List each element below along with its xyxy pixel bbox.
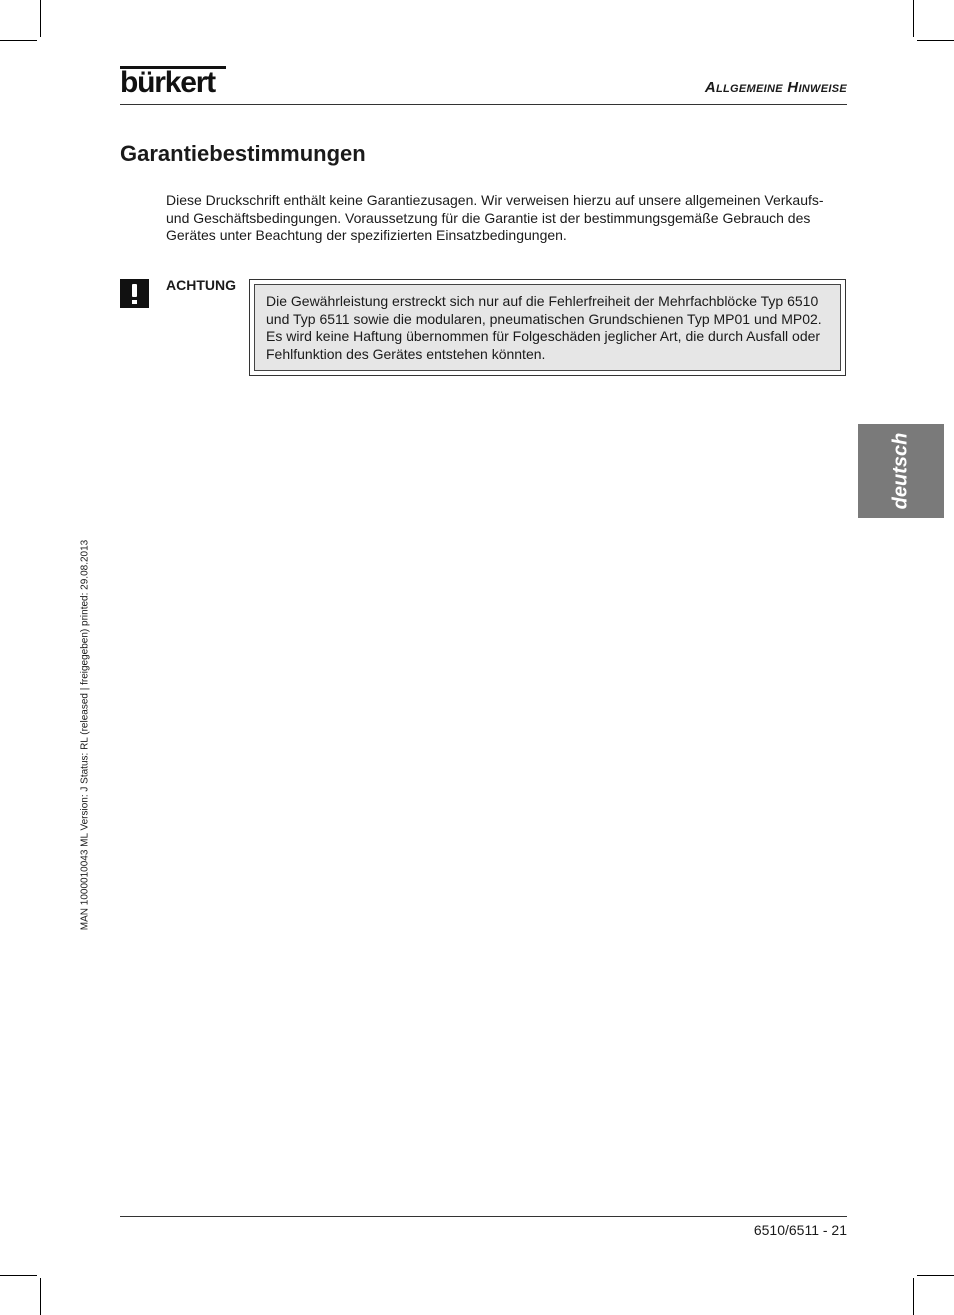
- language-tab-label: deutsch: [889, 432, 912, 510]
- brand-logo: [120, 66, 226, 99]
- page-number: 6510/6511 - 21: [753, 1222, 847, 1238]
- crop-mark: [0, 40, 37, 41]
- warning-box: [249, 279, 846, 376]
- crop-mark: [917, 40, 954, 41]
- crop-mark: [40, 0, 41, 37]
- language-tab: [858, 424, 944, 518]
- crop-mark: [40, 1278, 41, 1315]
- crop-mark: [913, 0, 914, 37]
- warning-label: ACHTUNG: [166, 277, 236, 293]
- logo-text: bürkert: [120, 66, 215, 99]
- section-title: Allgemeine Hinweise: [704, 79, 847, 96]
- header-divider: [120, 104, 847, 105]
- document-meta: MAN 1000010043 ML Version: J Status: RL (released | freigegeben) printed: 29.08.2013: [79, 539, 91, 931]
- crop-mark: [913, 1278, 914, 1315]
- warning-box-inner: [254, 284, 841, 371]
- exclamation-icon: [120, 279, 149, 308]
- page-title: Garantiebestimmungen: [120, 141, 366, 166]
- crop-mark: [0, 1275, 37, 1276]
- footer-divider: [120, 1216, 847, 1217]
- warning-text: Die Gewährleistung erstreckt sich nur auf die Fehlerfreiheit der Mehrfachblöcke Typ 6510 und Typ 6511 sowie die modularen, pneumatischen Grundschienen Typ MP01 und MP02. Es wird keine Haftung übernommen für Folgeschäden jeglicher Art, die durch Ausfall oder Fehlfunktion des Gerätes entstehen könnten.: [266, 293, 822, 362]
- crop-mark: [917, 1275, 954, 1276]
- intro-paragraph: Diese Druckschrift enthält keine Garantiezusagen. Wir verweisen hierzu auf unsere allgemeinen Verkaufs- und Geschäftsbedingungen. Voraussetzung für die Garantie ist der bestimmungsgemäße Gebrauch des Gerätes unter Beachtung der spezifizierten Einsatzbedingungen.: [166, 192, 824, 244]
